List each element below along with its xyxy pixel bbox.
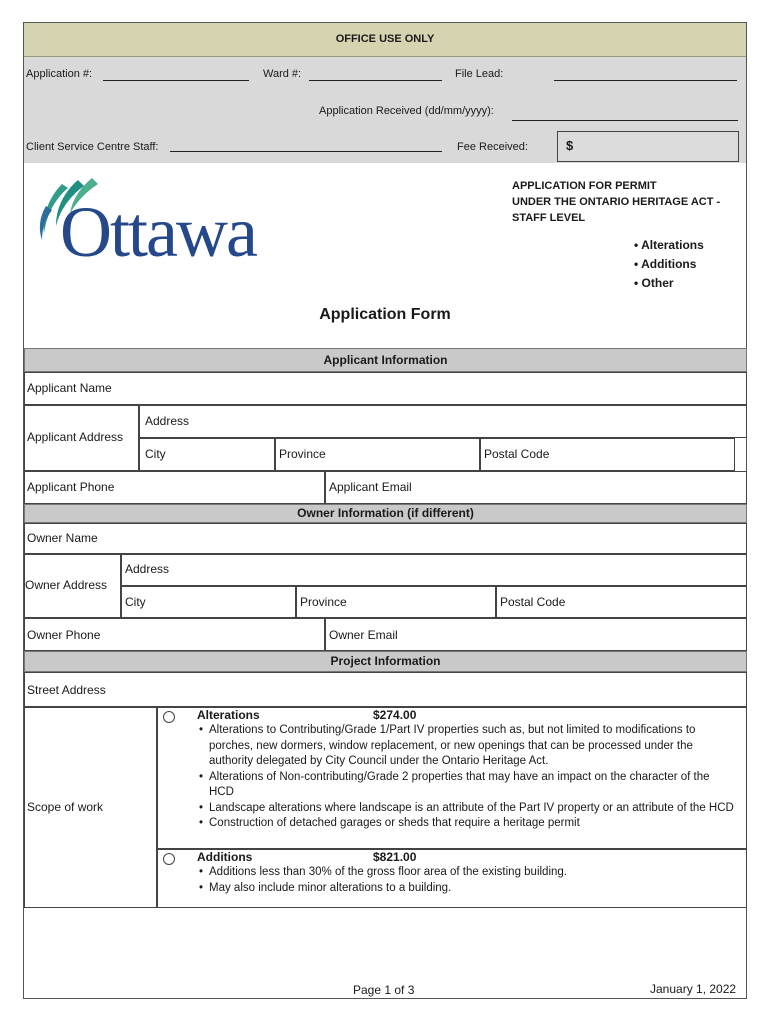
permit-type-additions: • Additions [634,257,697,271]
csc-staff-label: Client Service Centre Staff: [26,141,159,153]
street-address-label: Street Address [27,683,106,697]
scope-of-work-label-cell [24,707,157,908]
owner-name-label: Owner Name [27,531,98,545]
permit-type-other: • Other [634,276,674,290]
applicant-email-field[interactable] [325,471,747,504]
application-received-label: Application Received (dd/mm/yyyy): [319,105,494,117]
application-number-field[interactable] [103,80,249,81]
owner-city-field[interactable] [121,586,296,618]
street-address-row[interactable] [24,672,747,707]
permit-title-line-1: APPLICATION FOR PERMIT [512,180,657,192]
applicant-section-header: Applicant Information [24,348,747,372]
applicant-phone-label: Applicant Phone [27,480,115,494]
permit-type-alterations: • Alterations [634,238,704,252]
applicant-phone-field[interactable] [24,471,325,504]
owner-address-field[interactable] [121,554,747,586]
owner-address-label: Owner Address [25,578,108,592]
office-use-title: OFFICE USE ONLY [335,33,435,45]
fee-received-label: Fee Received: [457,141,528,153]
ottawa-logo [34,176,279,276]
alterations-bullet-1: • Alterations to Contributing/Grade 1/Part IV properties such as, but not limited to modifications to porches, new dormers, window replacement, or new openings that can be processed under the authority delegated by City Council under the Ontario Heritage Act. [197,723,737,770]
alterations-radio[interactable] [163,711,175,723]
permit-title-line-3: STAFF LEVEL [512,212,586,224]
alterations-bullet-3: • Landscape alterations where landscape is an attribute of the Part IV property or an attribute of the HCD [197,801,737,817]
applicant-province-label: Province [279,447,326,461]
fee-received-field[interactable] [557,131,739,162]
applicant-postal-field[interactable] [480,438,735,471]
ottawa-logo-text: Ottawa [60,192,256,272]
additions-radio[interactable] [163,853,175,865]
applicant-name-label: Applicant Name [27,381,112,395]
permit-title [512,178,720,226]
scope-option-additions [157,849,747,908]
form-title: Application Form [319,306,451,323]
file-lead-label: File Lead: [455,68,504,80]
owner-email-label: Owner Email [329,628,398,642]
additions-title: Additions [197,850,253,864]
application-received-field[interactable] [512,120,738,121]
permit-types-list [634,236,704,293]
permit-title-line-2: UNDER THE ONTARIO HERITAGE ACT - [512,196,721,208]
revision-date: January 1, 2022 [650,982,737,996]
csc-staff-field[interactable] [170,151,442,152]
alterations-title: Alterations [197,708,260,722]
ward-label: Ward #: [263,68,302,80]
file-lead-field[interactable] [554,80,737,81]
additions-bullet-1: • Additions less than 30% of the gross floor area of the existing building. [197,865,737,881]
owner-phone-field[interactable] [24,618,325,651]
applicant-province-field[interactable] [275,438,480,471]
owner-address-label-cell [24,554,121,618]
applicant-address-label: Applicant Address [27,430,124,444]
owner-email-field[interactable] [325,618,747,651]
applicant-address-label-cell [24,405,139,471]
alterations-bullet-list [197,723,737,832]
owner-name-row[interactable] [24,523,747,554]
applicant-address-field-label: Address [145,414,190,428]
alterations-bullet-2: • Alterations of Non-contributing/Grade 2 properties that may have an impact on the character of the HCD [197,770,737,801]
additions-bullet-2: • May also include minor alterations to a building. [197,881,737,897]
owner-phone-label: Owner Phone [27,628,101,642]
application-number-label: Application #: [26,68,93,80]
applicant-address-field[interactable] [139,405,747,438]
applicant-city-label: City [145,447,166,461]
owner-postal-label: Postal Code [500,595,566,609]
owner-province-label: Province [300,595,347,609]
applicant-city-field[interactable] [139,438,275,471]
owner-province-field[interactable] [296,586,496,618]
owner-city-label: City [125,595,146,609]
applicant-email-label: Applicant Email [329,480,412,494]
project-section-header: Project Information [24,651,747,672]
scope-option-alterations [157,707,747,849]
ward-field[interactable] [309,80,442,81]
owner-postal-field[interactable] [496,586,747,618]
applicant-name-row[interactable] [24,372,747,405]
page-number: Page 1 of 3 [353,983,415,997]
alterations-fee: $274.00 [373,708,417,722]
scope-of-work-label: Scope of work [27,800,104,814]
owner-address-field-label: Address [125,562,170,576]
alterations-bullet-4: • Construction of detached garages or sheds that require a heritage permit [197,816,737,832]
additions-bullet-list [197,865,737,896]
additions-fee: $821.00 [373,850,417,864]
fee-currency: $ [566,138,574,153]
applicant-postal-label: Postal Code [484,447,550,461]
owner-section-header: Owner Information (if different) [24,504,747,523]
